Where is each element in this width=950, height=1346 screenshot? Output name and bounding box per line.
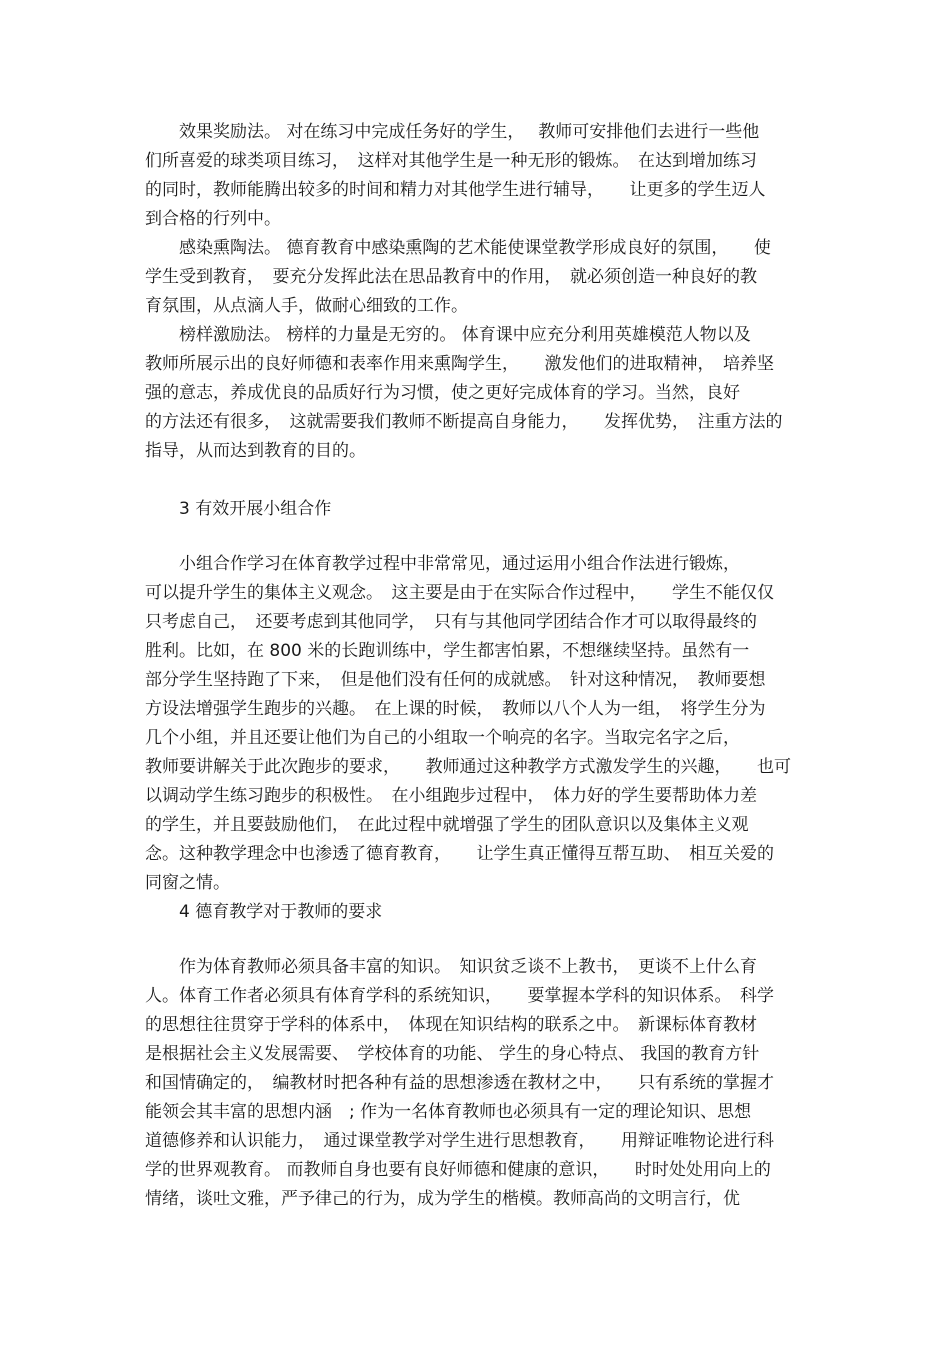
paragraph-line: 是根据社会主义发展需要、 学校体育的功能、 学生的身心特点、 我国的教育方针 — [145, 1044, 760, 1064]
paragraph-line: 效果奖励法。 对在练习中完成任务好的学生， 教师可安排他们去进行一些他 — [145, 122, 760, 142]
paragraph-line: 榜样激励法。 榜样的力量是无穷的。 体育课中应充分利用英雄模范人物以及 — [145, 325, 751, 345]
paragraph-line: 几个小组，并且还要让他们为自己的小组取一个响亮的名字。当取完名字之后， — [145, 728, 740, 748]
paragraph-line: 作为体育教师必须具备丰富的知识。 知识贫乏谈不上教书， 更谈不上什么育 — [145, 957, 757, 977]
paragraph-line: 的同时，教师能腾出较多的时间和精力对其他学生进行辅导， 让更多的学生迈人 — [145, 180, 766, 200]
paragraph-line: 方设法增强学生跑步的兴趣。 在上课的时候， 教师以八个人为一组， 将学生分为 — [145, 699, 766, 719]
paragraph-line: 道德修养和认识能力， 通过课堂教学对学生进行思想教育， 用辩证唯物论进行科 — [145, 1131, 774, 1151]
paragraph-line: 小组合作学习在体育教学过程中非常常见，通过运用小组合作法进行锻炼， — [145, 554, 740, 574]
paragraph-line: 念。这种教学理念中也渗透了德育教育， 让学生真正懂得互帮互助、 相互关爱的 — [145, 844, 774, 864]
paragraph-line: 感染熏陶法。 德育教育中感染熏陶的艺术能使课堂教学形成良好的氛围， 使 — [145, 238, 771, 258]
paragraph-line: 们所喜爱的球类项目练习， 这样对其他学生是一种无形的锻炼。 在达到增加练习 — [145, 151, 757, 171]
paragraph-line: 人。体育工作者必须具有体育学科的系统知识， 要掌握本学科的知识体系。 科学 — [145, 986, 774, 1006]
paragraph-line: 学生受到教育， 要充分发挥此法在思品教育中的作用， 就必须创造一种良好的教 — [145, 267, 757, 287]
paragraph-line: 育氛围，从点滴人手，做耐心细致的工作。 — [145, 296, 468, 316]
paragraph-line: 教师要讲解关于此次跑步的要求， 教师通过这种教学方式激发学生的兴趣， 也可 — [145, 757, 791, 777]
paragraph-line: 学的世界观教育。 而教师自身也要有良好师德和健康的意识， 时时处处用向上的 — [145, 1160, 771, 1180]
paragraph-line: 的学生，并且要鼓励他们， 在此过程中就增强了学生的团队意识以及集体主义观 — [145, 815, 749, 835]
paragraph-line: 部分学生坚持跑了下来， 但是他们没有任何的成就感。 针对这种情况， 教师要想 — [145, 670, 766, 690]
paragraph-line: 胜利。比如，在 800 米的长跑训练中，学生都害怕累，不想继续坚持。虽然有一 — [145, 641, 750, 661]
paragraph-line: 以调动学生练习跑步的积极性。 在小组跑步过程中， 体力好的学生要帮助体力差 — [145, 786, 757, 806]
paragraph-line: 情绪，谈吐文雅，严予律己的行为，成为学生的楷模。教师高尚的文明言行，优 — [145, 1189, 740, 1209]
paragraph-line: 强的意志，养成优良的品质好行为习惯，使之更好完成体育的学习。当然，良好 — [145, 383, 740, 403]
paragraph-line: 到合格的行列中。 — [145, 209, 281, 229]
paragraph-line: 的方法还有很多， 这就需要我们教师不断提高自身能力， 发挥优势， 注重方法的 — [145, 412, 783, 432]
paragraph-line: 只考虑自己， 还要考虑到其他同学， 只有与其他同学团结合作才可以取得最终的 — [145, 612, 757, 632]
paragraph-line: 指导，从而达到教育的目的。 — [145, 441, 366, 461]
paragraph-line: 能领会其丰富的思想内涵 ; 作为一名体育教师也必须具有一定的理论知识、思想 — [145, 1102, 752, 1122]
paragraph-line: 教师所展示出的良好师德和表率作用来熏陶学生， 激发他们的进取精神， 培养坚 — [145, 354, 774, 374]
paragraph-line: 同窗之情。 — [145, 873, 230, 893]
section-heading-4: 4 德育教学对于教师的要求 — [145, 902, 383, 922]
paragraph-line: 和国情确定的， 编教材时把各种有益的思想渗透在教材之中， 只有系统的掌握才 — [145, 1073, 774, 1093]
paragraph-line: 可以提升学生的集体主义观念。 这主要是由于在实际合作过程中， 学生不能仅仅 — [145, 583, 774, 603]
paragraph-line: 的思想往往贯穿于学科的体系中， 体现在知识结构的联系之中。 新课标体育教材 — [145, 1015, 757, 1035]
section-heading-3: 3 有效开展小组合作 — [145, 499, 332, 519]
